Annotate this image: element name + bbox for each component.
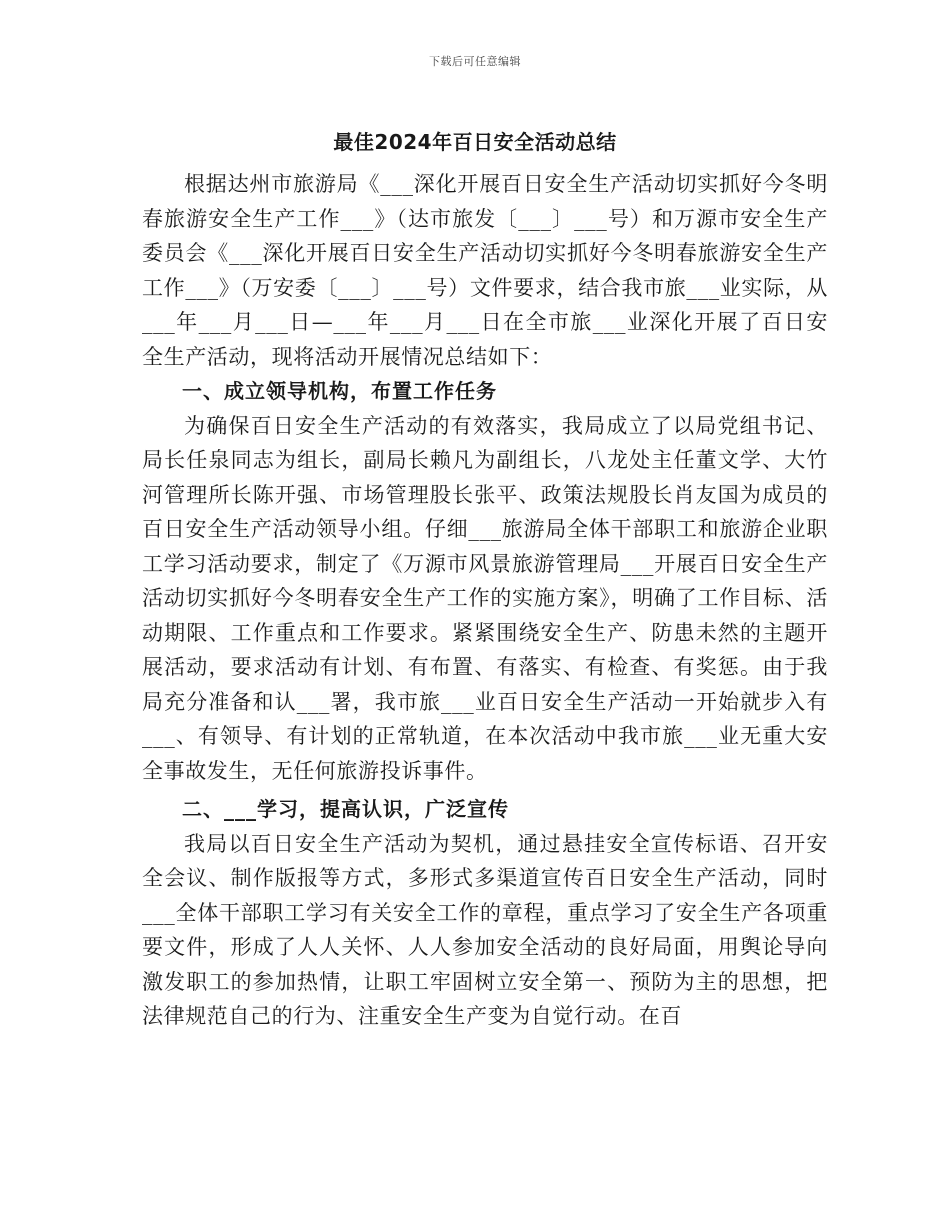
intro-paragraph: 根据达州市旅游局《___深化开展百日安全生产活动切实抓好今冬明春旅游安全生产工作___》（达市旅发〔___〕___号）和万源市安全生产委员会《___深化开展百日安全生产活动切实抓好今冬明春旅游安全生产工作___》（万安委〔___〕___号）文件要求，结合我市旅___业实际，从___年___月___日—___年___月___日在全市旅___业深化开展了百日安全生产活动，现将活动开展情况总结如下：	[142, 172, 828, 369]
header-note: 下载后可任意编辑	[429, 55, 521, 68]
section-1-paragraph: 为确保百日安全生产活动的有效落实，我局成立了以局党组书记、局长任泉同志为组长，副局长赖凡为副组长，八龙处主任董文学、大竹河管理所长陈开强、市场管理股长张平、政策法规股长肖友国为成员的百日安全生产活动领导小组。仔细___旅游局全体干部职工和旅游企业职工学习活动要求，制定了《万源市风景旅游管理局___开展百日安全生产活动切实抓好今冬明春安全生产工作的实施方案》，明确了工作目标、活动期限、工作重点和工作要求。紧紧围绕安全生产、防患未然的主题开展活动，要求活动有计划、有布置、有落实、有检查、有奖惩。由于我局充分准备和认___署，我市旅___业百日安全生产活动一开始就步入有___、有领导、有计划的正常轨道，在本次活动中我市旅___业无重大安全事故发生，无任何旅游投诉事件。	[142, 413, 828, 783]
section-2-paragraph: 我局以百日安全生产活动为契机，通过悬挂安全宣传标语、召开安全会议、制作版报等方式，多形式多渠道宣传百日安全生产活动，同时___全体干部职工学习有关安全工作的章程，重点学习了安全生产各项重要文件，形成了人人关怀、人人参加安全活动的良好局面，用舆论导向激发职工的参加热情，让职工牢固树立安全第一、预防为主的思想，把法律规范自己的行为、注重安全生产变为自觉行动。在百	[142, 831, 828, 1028]
section-1-heading: 一、成立领导机构，布置工作任务	[182, 379, 497, 403]
section-2-heading: 二、___学习，提高认识，广泛宣传	[182, 797, 509, 821]
document-body	[142, 167, 828, 1034]
document-title: 最佳2024年百日安全活动总结	[333, 130, 617, 154]
